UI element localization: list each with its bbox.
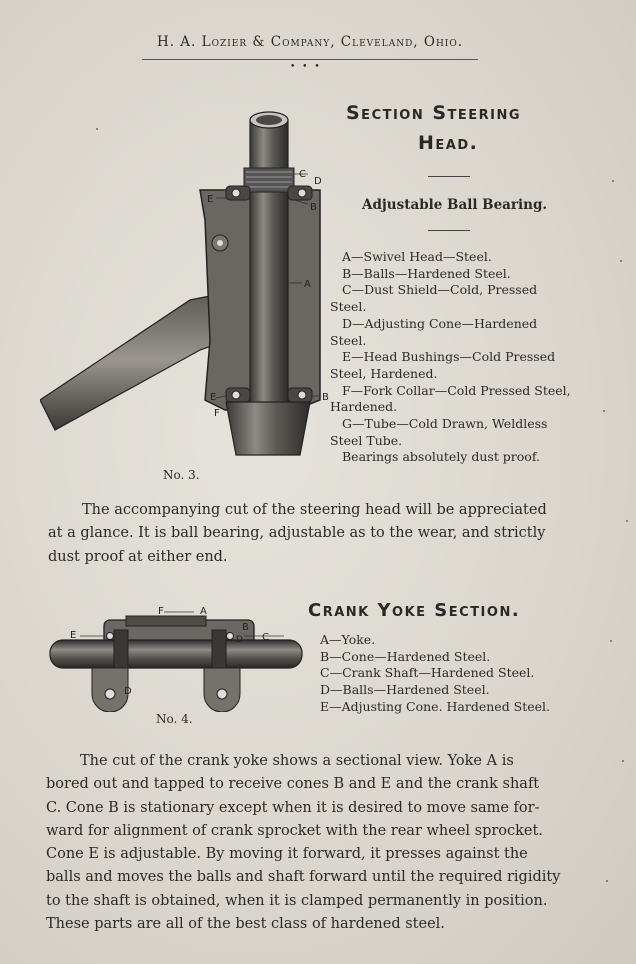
running-header: H. A. Lozier & Company, Cleveland, Ohio. <box>156 34 464 50</box>
steering-paragraph <box>48 499 547 569</box>
header-ornament: • • • <box>290 62 322 72</box>
paragraph-line: at a glance. It is ball bearing, adjustable as to the wear, and strictly <box>48 525 546 542</box>
paper-speck <box>606 880 608 882</box>
steering-subtitle-rule <box>428 230 470 231</box>
fig3-letter-c: C <box>299 169 306 180</box>
paragraph-line: These parts are all of the best class of hardened steel. <box>46 916 445 933</box>
paragraph-line: C. Cone B is stationary except when it is desired to move same for- <box>46 799 540 816</box>
steering-subtitle: Adjustable Ball Bearing. <box>362 197 548 213</box>
paragraph-line: bored out and tapped to receive cones B and E and the crank shaft <box>46 776 540 793</box>
fig3-letter-g: G <box>126 397 134 408</box>
paragraph-line: dust proof at either end. <box>48 548 228 565</box>
legend-line: A—Yoke. <box>320 632 376 647</box>
paragraph-line: The cut of the crank yoke shows a sectional view. Yoke A is <box>80 753 514 769</box>
legend-line: Hardened. <box>330 399 398 415</box>
paper-speck <box>626 520 628 522</box>
legend-line: G—Tube—Cold Drawn, Weldless <box>342 416 548 432</box>
fig3-letter-f: F <box>214 408 220 419</box>
paragraph-line: The accompanying cut of the steering head will be appreciated <box>82 502 547 518</box>
crank-paragraph <box>46 750 560 936</box>
fig3-letter-b-bottom: B <box>322 392 329 403</box>
fig4-letter-d-top: D <box>236 635 243 645</box>
fig3-letter-d: D <box>314 176 322 187</box>
fig3-letter-e-top: E <box>207 194 214 205</box>
legend-line: B—Balls—Hardened Steel. <box>342 265 511 281</box>
paper-speck <box>622 760 624 762</box>
steering-head-illustration <box>40 100 370 460</box>
crank-legend <box>320 632 550 716</box>
figure-3-label: No. 3. <box>163 468 200 482</box>
paper-speck <box>620 260 622 262</box>
fig4-letter-e: E <box>70 630 77 641</box>
legend-line: A—Swivel Head—Steel. <box>342 249 492 264</box>
paper-speck <box>610 640 612 642</box>
legend-line: Steel Tube. <box>330 432 403 448</box>
paper-speck <box>96 128 98 130</box>
header-rule <box>142 59 478 60</box>
paragraph-line: to the shaft is obtained, when it is clamped permanently in position. <box>46 892 548 909</box>
steering-title-rule <box>428 176 470 177</box>
legend-line: D—Balls—Hardened Steel. <box>320 682 490 698</box>
legend-line: C—Dust Shield—Cold, Pressed <box>342 282 538 298</box>
paragraph-line: Cone E is adjustable. By moving it forward, it presses against the <box>46 846 528 863</box>
legend-line: Steel. <box>330 332 367 348</box>
paper-speck <box>612 180 614 182</box>
steering-title-line2: Head. <box>418 132 479 154</box>
legend-line: E—Adjusting Cone. Hardened Steel. <box>320 698 551 714</box>
steering-legend <box>330 249 571 466</box>
crank-title: Crank Yoke Section. <box>308 600 521 621</box>
fig3-letter-a: A <box>304 279 311 290</box>
fig4-letter-d: D <box>124 686 132 697</box>
paragraph-line: ward for alignment of crank sprocket with the rear wheel sprocket. <box>46 822 543 839</box>
fig4-letter-f: F <box>158 606 164 617</box>
legend-line: B—Cone—Hardened Steel. <box>320 648 491 664</box>
steering-title-line1: Section Steering <box>346 102 522 124</box>
legend-line: Bearings absolutely dust proof. <box>342 449 540 465</box>
fig4-letter-a: A <box>200 606 207 617</box>
crank-yoke-illustration <box>44 602 314 712</box>
fig4-letter-b: B <box>242 622 249 633</box>
figure-4-label: No. 4. <box>156 712 193 726</box>
legend-line: Steel, Hardened. <box>330 365 438 381</box>
legend-line: E—Head Bushings—Cold Pressed <box>342 349 556 365</box>
legend-line: D—Adjusting Cone—Hardened <box>342 315 538 331</box>
legend-line: C—Crank Shaft—Hardened Steel. <box>320 665 535 681</box>
legend-line: Steel. <box>330 299 367 315</box>
fig4-letter-c: C <box>262 632 269 643</box>
paper-speck <box>603 410 605 412</box>
fig3-letter-e-bottom: E <box>210 392 217 403</box>
fig3-letter-b-top: B <box>310 202 317 213</box>
paragraph-line: balls and moves the balls and shaft forward until the required rigidity <box>46 869 561 886</box>
legend-line: F—Fork Collar—Cold Pressed Steel, <box>342 382 571 398</box>
